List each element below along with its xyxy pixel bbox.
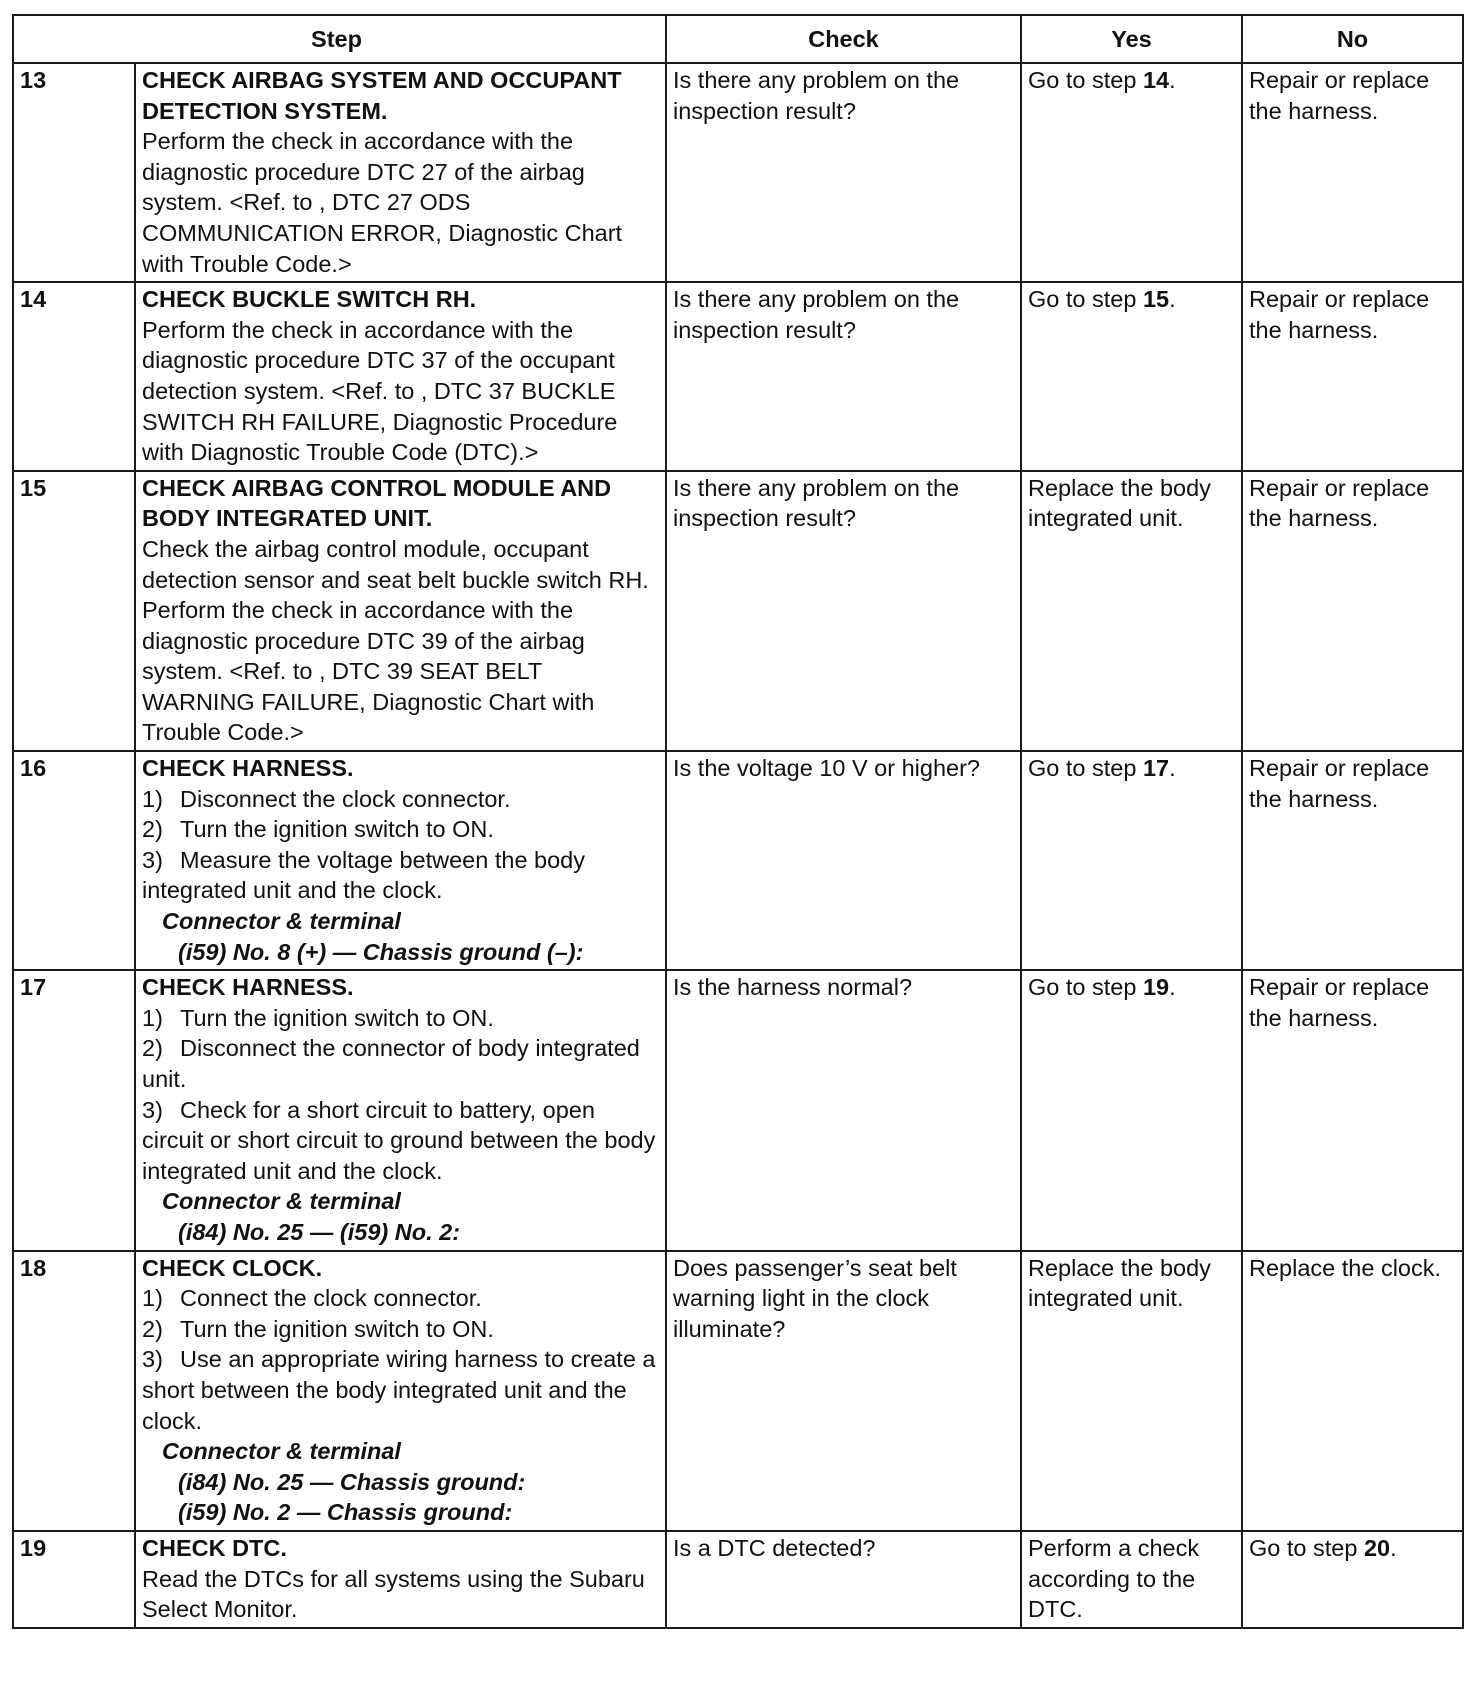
- no-step-ref: 20: [1363, 1534, 1391, 1561]
- connector-spec: (i84) No. 25 — Chassis ground:: [178, 1468, 526, 1495]
- header-check: Check: [666, 15, 1021, 63]
- no-text: Repair or replace the harness.: [1249, 974, 1430, 1031]
- substep: [142, 1033, 659, 1094]
- table-row: [13, 1251, 1463, 1531]
- table-row: [13, 751, 1463, 970]
- substep-number: 3): [142, 1346, 163, 1373]
- check-question: Is there any problem on the inspection result?: [666, 63, 1021, 282]
- table-row: [13, 1531, 1463, 1628]
- step-title: CHECK BUCKLE SWITCH RH.: [142, 286, 477, 313]
- yes-text: Perform a check according to the DTC.: [1028, 1534, 1200, 1623]
- yes-step-ref: 15: [1142, 286, 1170, 313]
- header-row: [13, 15, 1463, 63]
- substep-number: 2): [142, 1035, 163, 1062]
- step-number: 17: [13, 970, 135, 1250]
- step-description: [135, 63, 666, 282]
- substep-number: 1): [142, 1285, 163, 1312]
- no-action: [1242, 1531, 1463, 1628]
- step-body-text: Perform the check in accordance with the diagnostic procedure DTC 27 of the airbag system. <Ref. to , DTC 27 ODS COMMUNICATION ERROR, Diagnostic Chart with Trouble Code.>: [142, 128, 623, 277]
- yes-action: [1021, 1531, 1242, 1628]
- step-number: 13: [13, 63, 135, 282]
- no-text: Go to step: [1249, 1534, 1364, 1561]
- substep-text: Use an appropriate wiring harness to create a short between the body integrated unit and the clock.: [142, 1346, 656, 1434]
- no-text: Repair or replace the harness.: [1249, 474, 1430, 532]
- substep: [142, 845, 659, 906]
- step-body-text: Read the DTCs for all systems using the Subaru Select Monitor.: [142, 1565, 645, 1623]
- substep-text: Measure the voltage between the body integrated unit and the clock.: [142, 846, 585, 904]
- connector-spec: (i59) No. 2 — Chassis ground:: [178, 1499, 513, 1526]
- yes-step-ref: 14: [1142, 67, 1170, 93]
- substep-number: 1): [142, 1004, 163, 1031]
- yes-action: [1021, 63, 1242, 282]
- check-question: Is there any problem on the inspection result?: [666, 282, 1021, 471]
- connector-spec: (i84) No. 25 — (i59) No. 2:: [178, 1218, 461, 1245]
- substep-number: 3): [142, 846, 163, 873]
- substep: [142, 784, 659, 815]
- step-number: 16: [13, 751, 135, 970]
- no-text: Repair or replace the harness.: [1249, 755, 1430, 812]
- step-body-text: Perform the check in accordance with the diagnostic procedure DTC 37 of the occupant detection system. <Ref. to , DTC 37 BUCKLE SWITCH RH FAILURE, Diagnostic Procedure with Diagnostic Trouble Code (DTC).>: [142, 316, 618, 466]
- no-action: [1242, 63, 1463, 282]
- step-number: 18: [13, 1251, 135, 1531]
- yes-step-ref: 19: [1142, 974, 1170, 1001]
- connector-label: Connector & terminal: [162, 1188, 401, 1215]
- substep-number: 2): [142, 1315, 163, 1342]
- substep: [142, 1095, 659, 1187]
- yes-suffix: .: [1169, 67, 1176, 93]
- connector-label: Connector & terminal: [162, 908, 401, 935]
- yes-suffix: .: [1169, 974, 1176, 1001]
- substep-text: Turn the ignition switch to ON.: [180, 1004, 494, 1031]
- no-suffix: .: [1390, 1534, 1397, 1561]
- check-question: Is the harness normal?: [666, 970, 1021, 1250]
- step-number: 14: [13, 282, 135, 471]
- table-row: [13, 63, 1463, 282]
- diagnostic-table: [12, 14, 1464, 1629]
- yes-action: [1021, 1251, 1242, 1531]
- header-yes: Yes: [1021, 15, 1242, 63]
- yes-action: [1021, 970, 1242, 1250]
- no-action: [1242, 1251, 1463, 1531]
- yes-suffix: .: [1169, 755, 1176, 782]
- no-action: [1242, 970, 1463, 1250]
- substep-text: Disconnect the connector of body integrated unit.: [142, 1035, 640, 1092]
- no-action: [1242, 282, 1463, 471]
- no-action: [1242, 751, 1463, 970]
- header-step: Step: [13, 15, 666, 63]
- step-title: CHECK HARNESS.: [142, 974, 354, 1001]
- no-text: Repair or replace the harness.: [1249, 286, 1430, 343]
- substep: [142, 1283, 659, 1314]
- yes-suffix: .: [1169, 286, 1176, 313]
- step-body-text: Perform the check in accordance with the diagnostic procedure DTC 39 of the airbag system. <Ref. to , DTC 39 SEAT BELT WARNING FAILURE, Diagnostic Chart with Trouble Code.>: [142, 597, 595, 746]
- step-description: [135, 1531, 666, 1628]
- yes-action: [1021, 751, 1242, 970]
- check-question: Is there any problem on the inspection result?: [666, 471, 1021, 751]
- step-description: [135, 282, 666, 471]
- table-row: [13, 970, 1463, 1250]
- substep: [142, 1314, 659, 1345]
- table-row: [13, 471, 1463, 751]
- substep-text: Connect the clock connector.: [180, 1285, 482, 1312]
- step-number: 15: [13, 471, 135, 751]
- substep-text: Check for a short circuit to battery, open circuit or short circuit to ground between the body integrated unit and the clock.: [142, 1096, 656, 1184]
- substep-text: Turn the ignition switch to ON.: [180, 1315, 494, 1342]
- table-row: [13, 282, 1463, 471]
- substep-number: 3): [142, 1096, 163, 1123]
- step-description: [135, 751, 666, 970]
- step-description: [135, 471, 666, 751]
- step-title: CHECK HARNESS.: [142, 755, 354, 782]
- substep-text: Turn the ignition switch to ON.: [180, 816, 494, 843]
- yes-action: [1021, 471, 1242, 751]
- connector-label: Connector & terminal: [162, 1438, 401, 1465]
- yes-step-ref: 17: [1142, 755, 1170, 782]
- yes-text: Replace the body integrated unit.: [1028, 474, 1211, 532]
- step-title: CHECK CLOCK.: [142, 1254, 323, 1281]
- step-title: CHECK DTC.: [142, 1534, 287, 1561]
- check-question: Is the voltage 10 V or higher?: [666, 751, 1021, 970]
- yes-action: [1021, 282, 1242, 471]
- yes-text: Go to step: [1028, 755, 1143, 782]
- check-question: Does passenger’s seat belt warning light in the clock illuminate?: [666, 1251, 1021, 1531]
- yes-text: Go to step: [1028, 974, 1143, 1001]
- substep: [142, 1344, 659, 1436]
- check-question: Is a DTC detected?: [666, 1531, 1021, 1628]
- step-number: 19: [13, 1531, 135, 1628]
- step-description: [135, 1251, 666, 1531]
- no-text: Replace the clock.: [1249, 1254, 1442, 1281]
- substep-number: 2): [142, 816, 163, 843]
- no-action: [1242, 471, 1463, 751]
- step-title: CHECK AIRBAG CONTROL MODULE AND BODY INTEGRATED UNIT.: [142, 474, 612, 532]
- yes-text: Go to step: [1028, 67, 1143, 93]
- substep: [142, 814, 659, 845]
- step-description: [135, 970, 666, 1250]
- step-title: CHECK AIRBAG SYSTEM AND OCCUPANT DETECTION SYSTEM.: [142, 67, 622, 124]
- no-text: Repair or replace the harness.: [1249, 67, 1430, 124]
- substep-text: Disconnect the clock connector.: [180, 785, 511, 812]
- yes-text: Go to step: [1028, 286, 1143, 313]
- yes-text: Replace the body integrated unit.: [1028, 1254, 1211, 1312]
- header-no: No: [1242, 15, 1463, 63]
- substep: [142, 1003, 659, 1034]
- step-body-text: Check the airbag control module, occupant detection sensor and seat belt buckle switch RH.: [142, 535, 649, 593]
- substep-number: 1): [142, 785, 163, 812]
- connector-spec: (i59) No. 8 (+) — Chassis ground (–):: [178, 938, 584, 965]
